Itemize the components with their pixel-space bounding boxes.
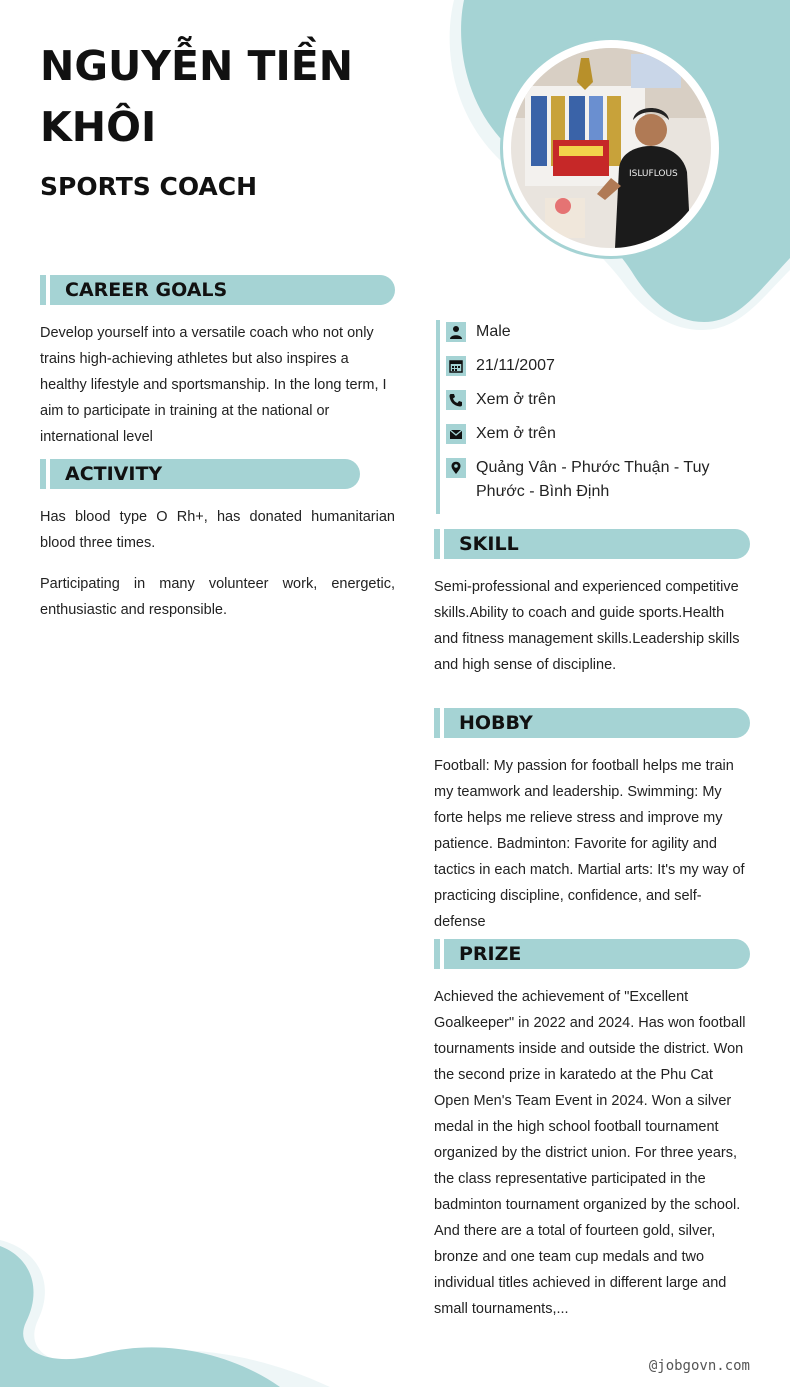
person-icon [446,322,466,342]
info-address-value: Quảng Vân - Phước Thuận - Tuy Phước - Bình Định [476,459,710,500]
hobby-text: Football: My passion for football helps me train my teamwork and leadership. Swimming: My forte helps me relieve stress and improve my patience. Badminton: Favorite for agility and tactics in each match. Martial arts: It's my way of practicing discipline, confidence, and self-defense [434,758,745,930]
info-gender-value: Male [476,323,511,340]
info-birthdate-value: 21/11/2007 [476,357,555,374]
prize-text: Achieved the achievement of "Excellent Goalkeeper" in 2022 and 2024. Has won football tournaments inside and outside the district. Won the second prize in karatedo at the Phu Cat Open Men's Team Event in 2024. Won a silver medal in the high school football tournament organized by the district union. For three years, the class representative participated in the badminton tournament organized by the school. And there are a total of fourteen gold, silver, bronze and one team cup medals and two individual titles achieved in different large and small tournaments,... [434,989,746,1317]
skill-text: Semi-professional and experienced competitive skills.Ability to coach and guide sports.Health and fitness management skills.Leadership skills and high sense of discipline. [434,579,740,673]
career-goals-heading [40,275,395,305]
job-title: SPORTS COACH [40,172,258,201]
info-phone-value: Xem ở trên [476,391,556,408]
skill-heading [434,529,750,559]
calendar-icon [446,356,466,376]
info-phone [446,388,754,412]
info-birthdate [446,354,754,378]
personal-info-list [436,320,754,514]
hobby-heading-label: HOBBY [459,712,533,734]
activity-paragraph: Has blood type O Rh+, has donated humanitarian blood three times. [40,509,395,551]
info-address [446,456,754,504]
career-goals-text: Develop yourself into a versatile coach who not only trains high-achieving athletes but also inspires a healthy lifestyle and sportsmanship. In the long term, I aim to participate in training at the national or international level [40,325,387,445]
profile-photo [511,48,711,248]
activity-paragraph: Participating in many volunteer work, energetic, enthusiastic and responsible. [40,576,395,618]
activity-heading-label: ACTIVITY [65,463,163,485]
bottom-left-decorative-blob [0,1240,330,1387]
phone-icon [446,390,466,410]
candidate-name: NGUYỄN TIỀN KHÔI [40,42,354,151]
info-email [446,422,754,446]
svg-text:ISLUFLOUS: ISLUFLOUS [629,169,678,179]
hobby-heading [434,708,750,738]
activity-heading [40,459,360,489]
prize-heading-label: PRIZE [459,943,522,965]
prize-heading [434,939,750,969]
location-pin-icon [446,458,466,478]
profile-photo-frame [500,37,722,259]
info-email-value: Xem ở trên [476,425,556,442]
email-icon [446,424,466,444]
info-gender [446,320,754,344]
watermark: @jobgovn.com [648,1358,750,1374]
career-goals-heading-label: CAREER GOALS [65,279,228,301]
skill-heading-label: SKILL [459,533,519,555]
